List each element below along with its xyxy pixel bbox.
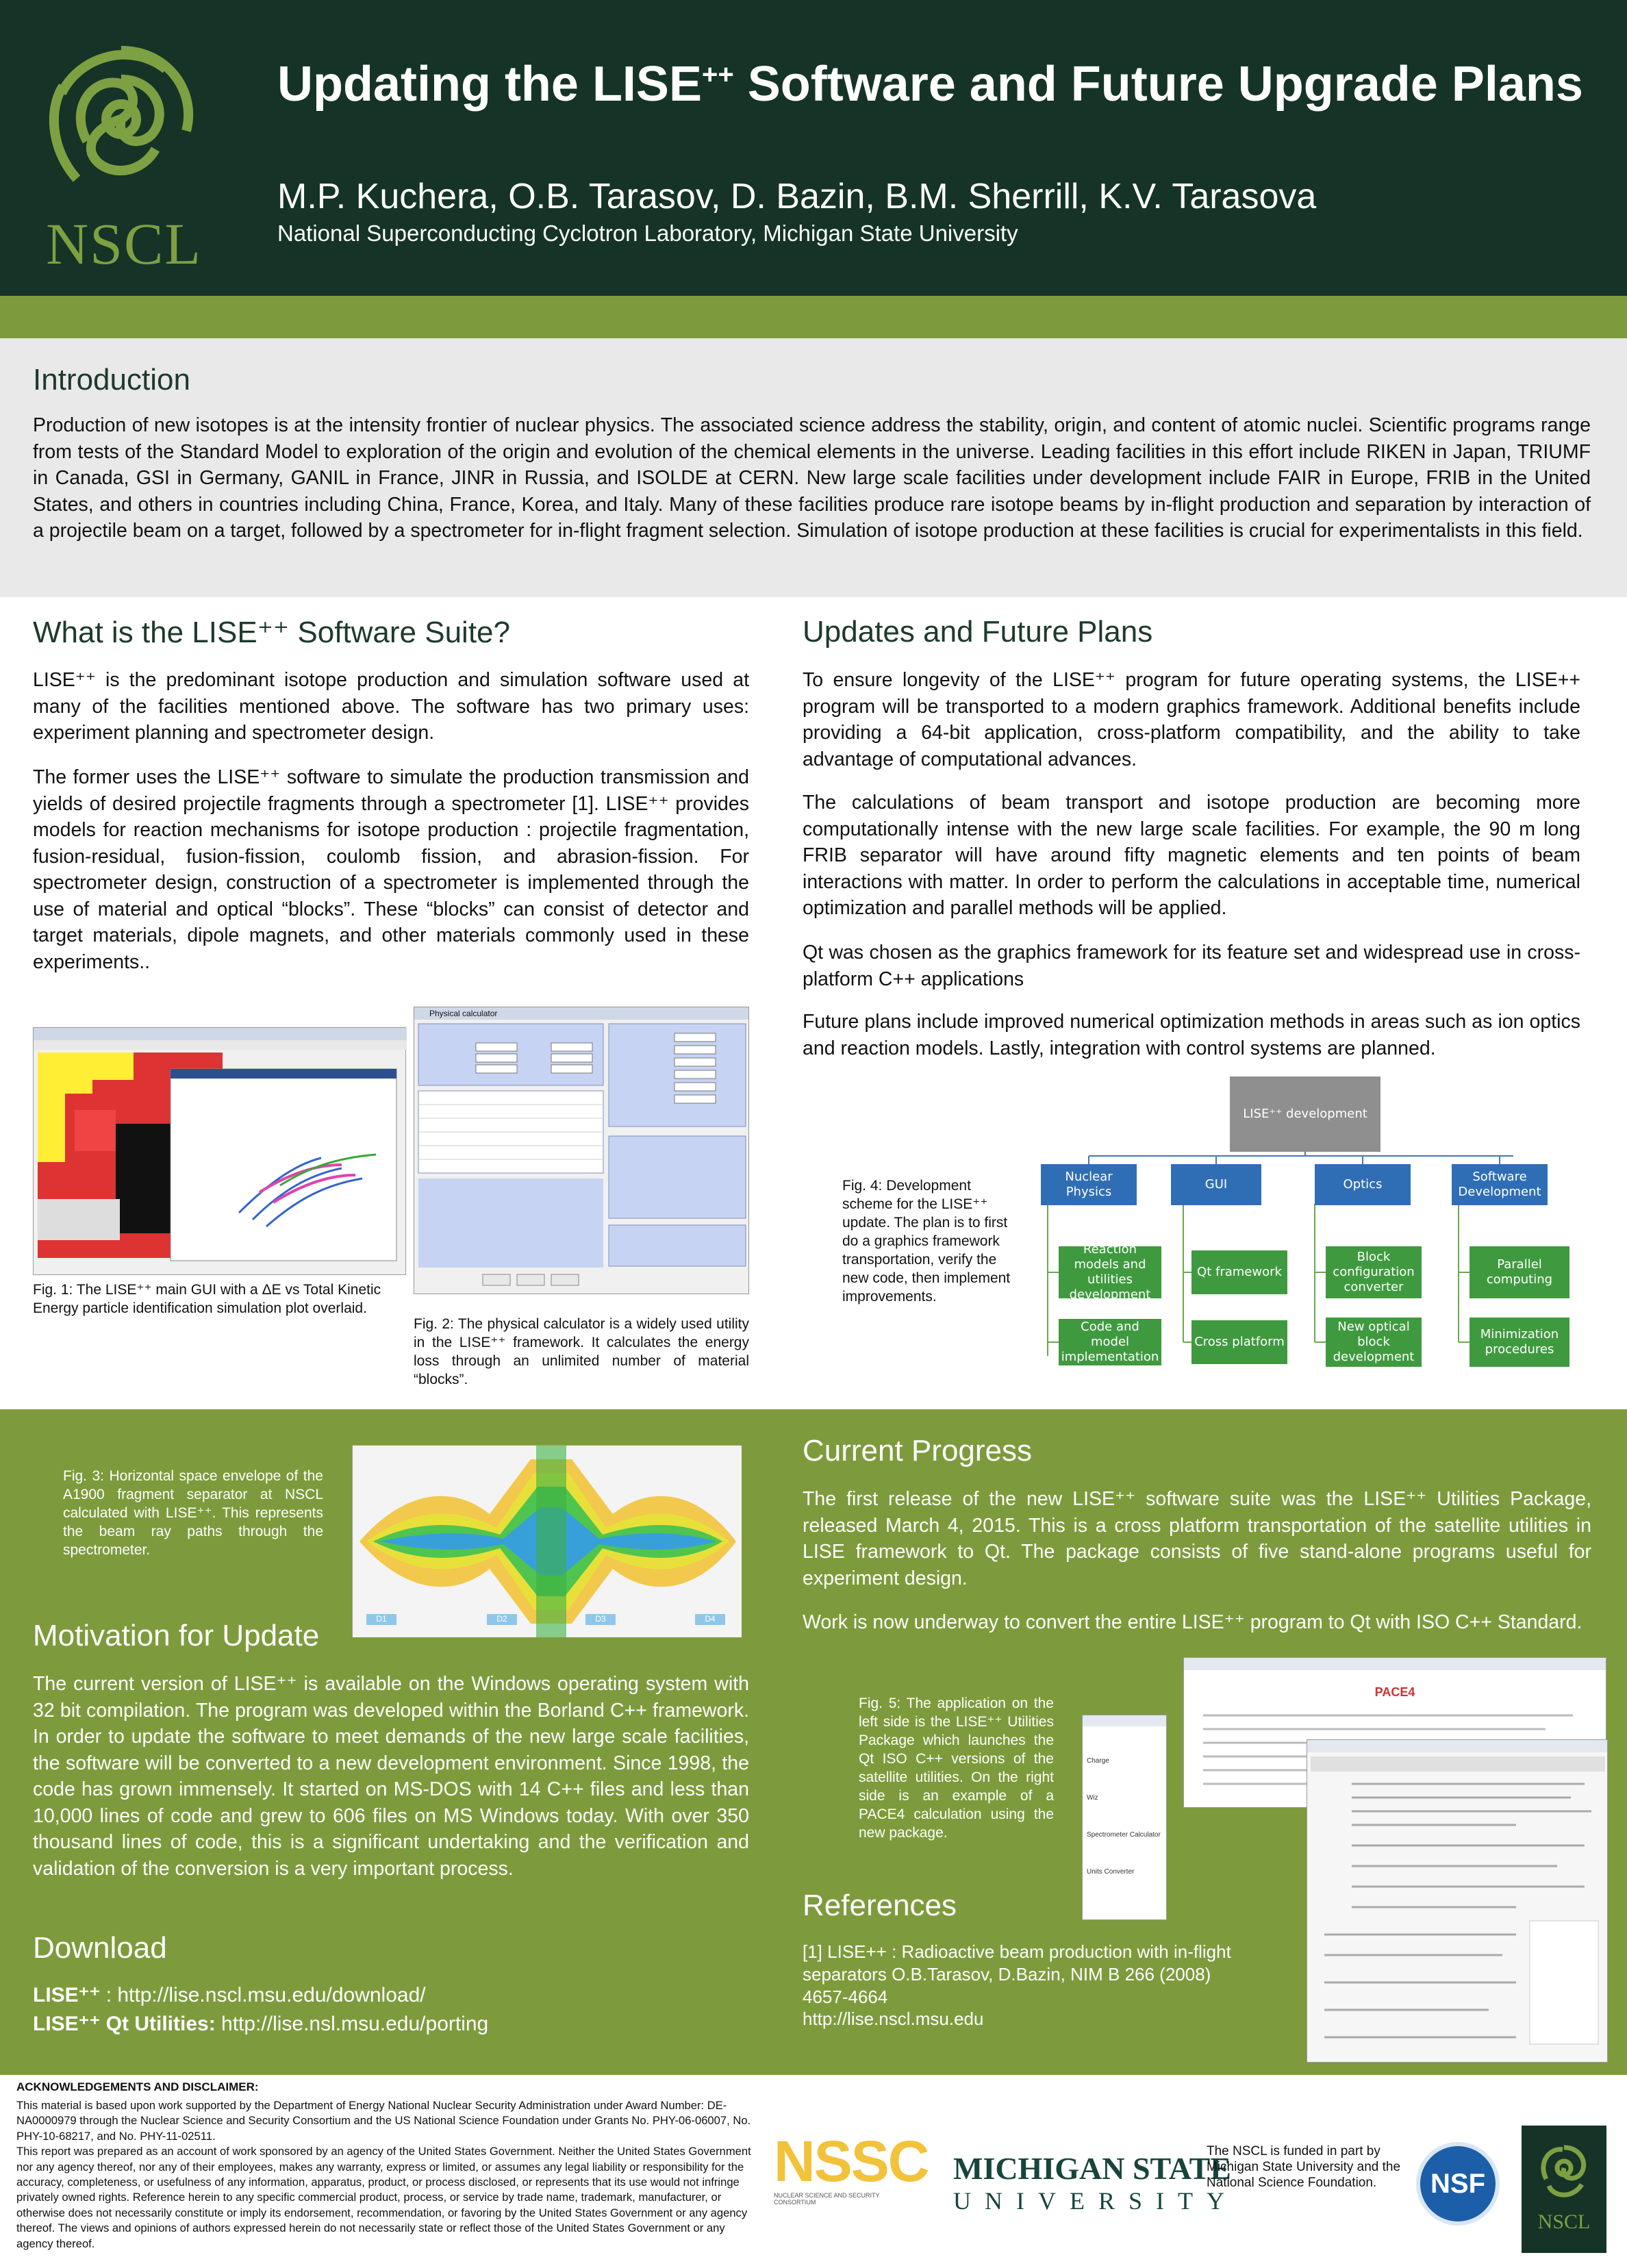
what-is-heading: What is the LISE⁺⁺ Software Suite? <box>33 616 510 649</box>
utility-spectrometer-calculator[interactable]: Spectrometer Calculator <box>1087 1831 1161 1839</box>
green-section <box>0 1409 1627 2075</box>
pace4-title: PACE4 <box>1374 1685 1415 1699</box>
introduction-heading: Introduction <box>33 363 190 396</box>
diagram-leaf-minimization-procedures: Minimization procedures <box>1470 1318 1569 1367</box>
diagram-leaf-block-configuration-converter: Block configuration converter <box>1326 1246 1422 1298</box>
nssc-logo-text: NSSC <box>774 2129 929 2193</box>
diagram-branch-nuclear-physics: Nuclear Physics <box>1041 1164 1137 1205</box>
fig4-caption: Fig. 4: Development scheme for the LISE⁺⁺ update. The plan is to first do a graphics framework transportation, verify the new code, then implement improvements. <box>842 1178 1011 1305</box>
fig2-calculator-image <box>414 1020 750 1295</box>
introduction-text: Production of new isotopes is at the intensity frontier of nuclear physics. The associated science address the stability, origin, and content of atomic nuclei. Scientific programs range from tests of the Standard Model to exploration of the origin and evolution of the chemical elements in the universe. Leading facilities in this effort include RIKEN in Japan, TRIUMF in Canada, GSI in Germany, GANIL in France, JINR in Russia, and ISOLDE at CERN. New large scale facilities under development include FAIR in Europe, FRIB in the United States, and others in countries including China, France, Korea, and Italy. Many of these facilities produce rare isotope beams by in-flight production and separation by interaction of a projectile beam on a target, followed by a spectrometer for in-flight fragment selection. Simulation of isotope production at these facilities is crucial for experimentalists in this field. <box>33 414 1591 542</box>
affiliation: National Superconducting Cyclotron Laboratory, Michigan State University <box>277 220 1018 246</box>
updates-p1: To ensure longevity of the LISE⁺⁺ program for future operating systems, the LISE++ program will be transported to a modern graphics framework. Additional benefits include providing a 64-bit application, cross-platform compatibility, and the ability to take advantage of computational advances. <box>803 669 1580 770</box>
footer <box>0 2075 1627 2268</box>
disclaimer-body: This report was prepared as an account of work sponsored by an agency of the United States Government. Neither the United States Government nor any agency thereof, nor any of their employees, makes any warranty, express or limited, or assumes any legal liability or responsibility for the accuracy, completeness, or usefulness of any information, apparatus, product, or process disclosed, or represents that its use would not infringe privately owned rights. Reference herein to any specific commercial product, process, or service by trade name, trademark, manufacturer, or otherwise does not necessarily constitute or imply its endorsement, recommendation, or favoring by the United States Government or any agency thereof. The views and opinions of authors expressed herein do not necessarily state or reflect those of the United States Government or any agency thereof. <box>16 2145 751 2250</box>
updates-p2: The calculations of beam transport and isotope production are becoming more computationally intense with the new large scale facilities. For example, the 90 m long FRIB separator will have around fifty magnetic elements and ten points of beam interactions with matter. In order to perform the calculations in acceptable time, numerical optimization and parallel methods will be applied. <box>803 792 1580 919</box>
updates-p4: Future plans include improved numerical optimization methods in areas such as ion optics and reaction models. Lastly, integration with control systems are planned. <box>803 1011 1580 1059</box>
poster-title: Updating the LISE++ Software and Future Upgrade Plans <box>277 57 1583 112</box>
logo-text: NSCL <box>46 211 202 277</box>
fig3-envelope-image <box>353 1446 742 1637</box>
download-link-qt-utilities[interactable]: LISE⁺⁺ Qt Utilities: http://lise.nsl.msu.edu/porting <box>33 2013 489 2035</box>
utility-units-converter[interactable]: Units Converter <box>1087 1868 1135 1876</box>
reference-1: [1] LISE++ : Radioactive beam production with in-flight separators O.B.Tarasov, D.Bazin, NIM B 266 (2008) 4657-4664 <box>803 1941 1231 2007</box>
diagram-root-node: LISE⁺⁺ development <box>1230 1076 1380 1152</box>
fig1-caption: Fig. 1: The LISE⁺⁺ main GUI with a ΔE vs Total Kinetic Energy particle identification simulation plot overlaid. <box>33 1282 381 1316</box>
nssc-logo-subtext: NUCLEAR SCIENCE AND SECURITY CONSORTIUM <box>774 2192 880 2206</box>
what-is-p2: The former uses the LISE⁺⁺ software to simulate the production transmission and yields of desired projectile fragments through a spectrometer [1]. LISE⁺⁺ provides models for reaction mechanisms for isotope production : projectile fragmentation, fusion-residual, fusion-fission, coulomb fission, and abrasion-fission. For spectrometer design, construction of a spectrometer is implemented through the use of material and optical “blocks”. These “blocks” can consist of detector and target materials, dipole magnets, and other materials commonly used in these experiments.. <box>33 766 749 973</box>
funding-statement: The NSCL is funded in part by Michigan State University and the National Science Foundation. <box>1207 2144 1401 2190</box>
fig4-development-diagram <box>1034 1075 1589 1376</box>
progress-heading: Current Progress <box>803 1434 1033 1467</box>
diagram-branch-software-development: Software Development <box>1452 1164 1548 1205</box>
what-is-p1: LISE⁺⁺ is the predominant isotope production and simulation software used at many of the facilities mentioned above. The software has two primary uses: experiment planning and spectrometer design. <box>33 669 749 744</box>
msu-logo <box>953 2150 1238 2215</box>
download-heading: Download <box>33 1931 167 1965</box>
updates-heading: Updates and Future Plans <box>803 615 1153 648</box>
references-heading: References <box>803 1889 957 1922</box>
fig5-pace4-input-dialog <box>1307 1739 1608 2063</box>
utility-wiz[interactable]: Wiz <box>1087 1794 1098 1802</box>
authors: M.P. Kuchera, O.B. Tarasov, D. Bazin, B.M. Sherrill, K.V. Tarasova <box>277 177 1317 216</box>
nscl-swirl-icon <box>36 38 207 210</box>
diagram-leaf-cross-platform: Cross platform <box>1191 1320 1287 1364</box>
fig2-caption: Fig. 2: The physical calculator is a widely used utility in the LISE⁺⁺ framework. It calculates the energy loss through an unlimited number of material “blocks”. <box>414 1316 749 1387</box>
nscl-logo <box>36 38 207 277</box>
progress-p2: Work is now underway to convert the entire LISE⁺⁺ program to Qt with ISO C++ Standard. <box>803 1611 1582 1633</box>
acknowledgements-text <box>16 2098 756 2252</box>
fig3-envelope-plot <box>352 1445 741 1637</box>
fig1-gui-image <box>34 1028 407 1276</box>
poster-header <box>0 0 1627 296</box>
progress-p1: The first release of the new LISE⁺⁺ software suite was the LISE⁺⁺ Utilities Package, released March 4, 2015. This is a cross platform transportation of the satellite utilities in LISE framework to Qt. The package consists of five stand-alone programs useful for experiment design. <box>803 1488 1591 1589</box>
nscl-small-logo <box>1522 2126 1606 2253</box>
acknowledgements-body: This material is based upon work supported by the Department of Energy National Nuclear Security Administration under Award Number: DE-NA0000979 through the Nuclear Science and Security Consortium and the US National Science Foundation under Grants No. PHY-06-06007, No. PHY-10-68217, and No. PHY-11-02511. <box>16 2099 751 2143</box>
reference-url[interactable]: http://lise.nscl.msu.edu <box>803 2008 984 2029</box>
fig3-label-d1: D1 <box>376 1614 387 1624</box>
msu-logo-line1: MICHIGAN STATE <box>953 2151 1231 2186</box>
diagram-leaf-parallel-computing: Parallel computing <box>1470 1246 1569 1298</box>
nscl-small-logo-text: NSCL <box>1537 2210 1591 2233</box>
fig2-physical-calculator-screenshot <box>414 1007 749 1294</box>
introduction-section <box>0 338 1627 597</box>
nscl-small-swirl-icon <box>1522 2126 1606 2208</box>
diagram-branch-optics: Optics <box>1315 1164 1411 1205</box>
updates-p3: Qt was chosen as the graphics framework for its feature set and widespread use in cross-platform C++ applications <box>803 942 1580 990</box>
fig3-label-d3: D3 <box>595 1614 606 1624</box>
pace4-dialog-lines <box>1311 1756 1605 2058</box>
diagram-branch-gui: GUI <box>1171 1164 1261 1205</box>
motivation-text: The current version of LISE⁺⁺ is available on the Windows operating system with 32 bit compilation. The program was developed within the Borland C++ framework. In order to update the software to meet demands of the new large scale facilities, the software will be converted to a new development environment. Since 1998, the code has grown immensely. It started on MS-DOS with 14 C++ files and less than 10,000 lines of code and grew to 606 files on MS Windows today. With over 350 thousand lines of code, this is a significant undertaking and the verification and validation of the conversion is a very important process. <box>33 1673 749 1880</box>
diagram-leaf-code-model-implementation: Code and model implementation <box>1059 1319 1161 1365</box>
msu-logo-line2: UNIVERSITY <box>953 2187 1238 2215</box>
motivation-heading: Motivation for Update <box>33 1619 320 1652</box>
nssc-logo <box>774 2128 929 2224</box>
fig5-utilities-launcher <box>1082 1715 1167 1920</box>
acknowledgements-title: ACKNOWLEDGEMENTS AND DISCLAIMER: <box>16 2080 259 2093</box>
nsf-logo: NSF <box>1416 2142 1500 2226</box>
diagram-leaf-new-optical-block: New optical block development <box>1326 1318 1422 1367</box>
fig3-label-d4: D4 <box>705 1614 716 1624</box>
download-link-lise[interactable]: LISE⁺⁺ : http://lise.nscl.msu.edu/download/ <box>33 1984 426 2006</box>
diagram-leaf-reaction-models: Reaction models and utilities development <box>1059 1246 1161 1298</box>
calculator-titlebar: Physical calculator <box>414 1007 748 1020</box>
fig3-caption: Fig. 3: Horizontal space envelope of the A1900 fragment separator at NSCL calculated with LISE⁺⁺. This represents the beam ray paths through the spectrometer. <box>63 1468 323 1558</box>
fig3-label-d2: D2 <box>496 1614 507 1624</box>
utility-charge[interactable]: Charge <box>1087 1757 1109 1765</box>
fig1-lise-gui-screenshot <box>33 1027 406 1275</box>
diagram-leaf-qt-framework: Qt framework <box>1191 1250 1287 1294</box>
header-green-band <box>0 296 1627 338</box>
fig5-caption: Fig. 5: The application on the left side is the LISE⁺⁺ Utilities Package which launches the Qt ISO C++ versions of the satellite utilities. On the right side is an example of a PACE4 calculation using the new package. <box>859 1696 1054 1841</box>
